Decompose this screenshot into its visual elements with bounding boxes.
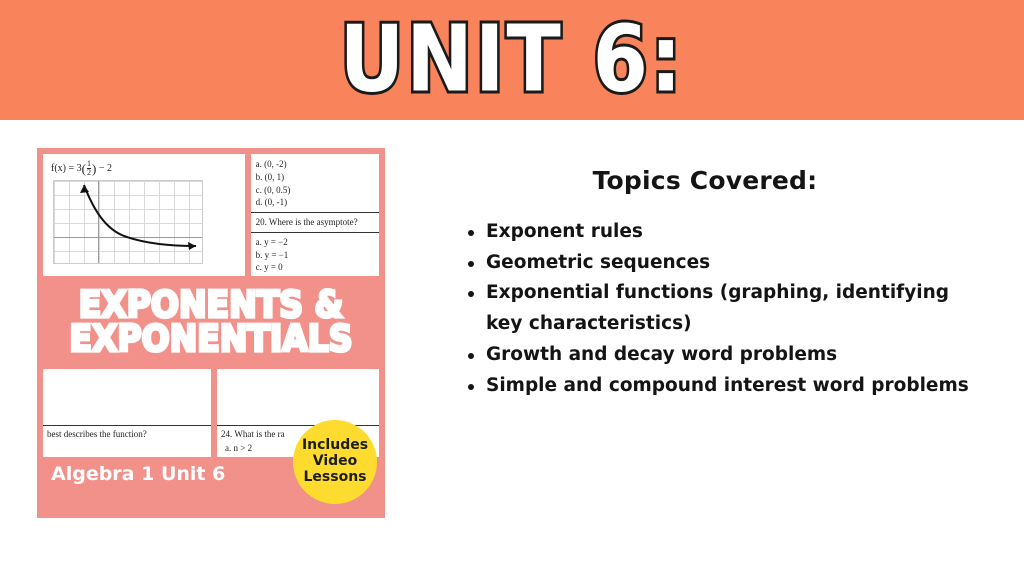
header-banner (0, 0, 1024, 120)
choice-item: d. (0, -1) (255, 197, 288, 208)
list-item: Simple and compound interest word problems (468, 371, 990, 402)
worksheet-bottom-right-choice: a. n > 2 (225, 443, 253, 454)
exponential-decay-curve-icon (54, 181, 204, 265)
product-title-line-1: EXPONENTS & (78, 283, 344, 326)
fraction-denominator: 2 (86, 168, 91, 178)
graph-grid (53, 180, 203, 264)
paren-open: ( (81, 160, 86, 176)
divider (251, 212, 379, 213)
topics-heading: Topics Covered: (592, 166, 818, 195)
topics-section (420, 166, 990, 401)
equation-fraction (87, 160, 91, 178)
product-title (43, 276, 379, 369)
worksheet-bottom-right-text: 24. What is the ra (221, 429, 285, 440)
list-item: Exponent rules (468, 217, 990, 248)
product-title-line-2: EXPONENTIALS (69, 316, 353, 360)
choice-item: b. (0, 1) (255, 171, 285, 182)
topics-list (420, 217, 990, 401)
list-item: Growth and decay word problems (468, 340, 990, 371)
product-thumbnail (37, 148, 385, 518)
badge-line-3: Lessons (303, 468, 367, 485)
paren-close: ) (91, 160, 97, 176)
worksheet-graph-panel (43, 154, 245, 276)
worksheet-equation (51, 160, 241, 178)
worksheet-bottom-left-panel (43, 369, 211, 457)
list-item: Exponential functions (graphing, identifying key characteristics) (468, 278, 990, 339)
choice-item: c. (0, 0.5) (255, 184, 291, 195)
divider (251, 232, 379, 233)
choice-item: b. y = −1 (255, 249, 289, 260)
divider (43, 425, 211, 426)
choice-item: c. y = 0 (255, 262, 283, 273)
page-title: UNIT 6: (339, 6, 685, 114)
choice-item: a. y = −2 (255, 236, 288, 247)
choice-item: a. (0, -2) (255, 159, 287, 169)
worksheet-preview-top (43, 154, 379, 276)
badge-line-1: Includes (301, 437, 369, 454)
thumbnail-footer-label: Algebra 1 Unit 6 (51, 463, 226, 486)
worksheet-bottom-left-text: best describes the function? (47, 429, 147, 440)
question-20-text: 20. Where is the asymptote? (255, 217, 358, 228)
badge-line-2: Video (312, 453, 358, 470)
equation-prefix: f(x) = 3 (51, 163, 82, 175)
fraction-numerator: 1 (86, 159, 91, 168)
equation-suffix: − 2 (98, 163, 112, 175)
includes-video-lessons-badge (293, 420, 377, 504)
worksheet-question-panel (251, 154, 379, 276)
list-item: Geometric sequences (468, 248, 990, 279)
